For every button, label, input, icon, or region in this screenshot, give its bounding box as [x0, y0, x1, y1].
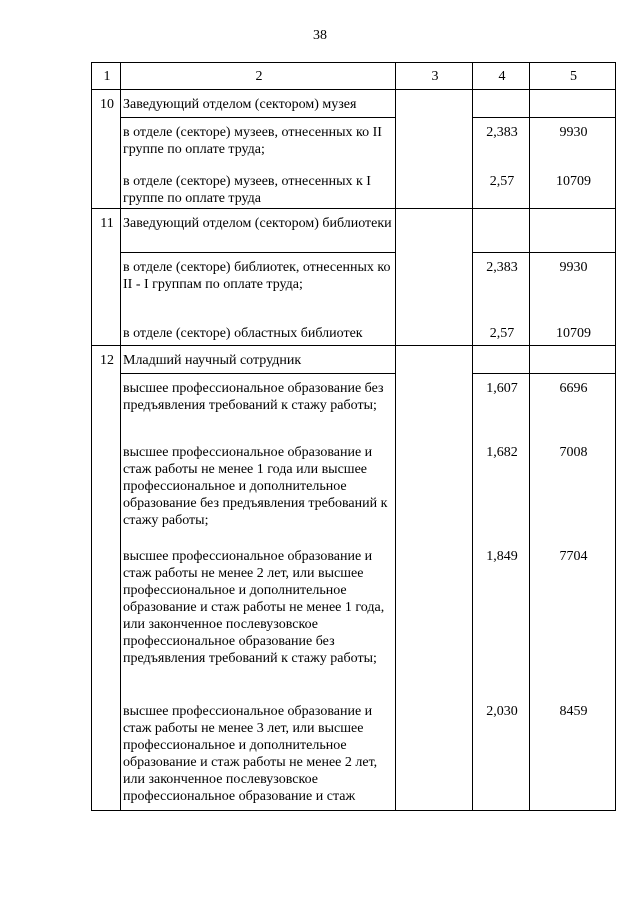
salary-cell: 8459 [530, 703, 616, 811]
salary-cell: 10709 [530, 173, 616, 209]
section-number: 12 [92, 346, 121, 811]
section-title: Заведующий отделом (сектором) музея [121, 90, 396, 118]
section-number: 10 [92, 90, 121, 209]
salary-cell: 9930 [530, 118, 616, 173]
table-header-row [92, 63, 616, 90]
salary-cell: 10709 [530, 325, 616, 346]
table-row [92, 253, 616, 325]
coef-cell: 1,849 [473, 548, 530, 703]
salary-cell: 9930 [530, 253, 616, 325]
coef-cell: 1,682 [473, 444, 530, 548]
position-text: в отделе (секторе) музеев, отнесенных ко II группе по оплате труда; [121, 118, 396, 173]
coef-cell: 2,57 [473, 325, 530, 346]
header-cell-4: 4 [473, 63, 530, 90]
section-title: Заведующий отделом (сектором) библиотеки [121, 209, 396, 253]
section-row [92, 90, 616, 118]
position-text: высшее профессиональное образование и стаж работы не менее 3 лет, или высшее профессиональное и дополнительное образование и стаж работы не менее 2 лет, или законченное послевузовское профессиональное образование и стаж [121, 703, 396, 811]
salary-cell: 7008 [530, 444, 616, 548]
section-row [92, 209, 616, 253]
position-text: в отделе (секторе) областных библиотек [121, 325, 396, 346]
table-row [92, 118, 616, 173]
coef-cell: 2,383 [473, 253, 530, 325]
salary-cell: 7704 [530, 548, 616, 703]
salary-table [91, 62, 616, 811]
header-cell-5: 5 [530, 63, 616, 90]
coef-cell: 2,030 [473, 703, 530, 811]
coef-cell: 2,57 [473, 173, 530, 209]
table-row [92, 325, 616, 346]
header-cell-2: 2 [121, 63, 396, 90]
section-title: Младший научный сотрудник [121, 346, 396, 374]
position-text: высшее профессиональное образование и стаж работы не менее 1 года или высшее профессиональное и дополнительное образование без предъявления требований к стажу работы; [121, 444, 396, 548]
position-text: в отделе (секторе) музеев, отнесенных к I группе по оплате труда [121, 173, 396, 209]
position-text: высшее профессиональное образование без предъявления требований к стажу работы; [121, 374, 396, 444]
table-row [92, 374, 616, 444]
table-row [92, 703, 616, 811]
section-number: 11 [92, 209, 121, 346]
coef-cell: 2,383 [473, 118, 530, 173]
table-row [92, 548, 616, 703]
header-cell-1: 1 [92, 63, 121, 90]
page-number: 38 [313, 28, 327, 43]
table-row [92, 173, 616, 209]
coef-cell: 1,607 [473, 374, 530, 444]
header-cell-3: 3 [396, 63, 473, 90]
position-text: в отделе (секторе) библиотек, отнесенных ко II - I группам по оплате труда; [121, 253, 396, 325]
position-text: высшее профессиональное образование и стаж работы не менее 2 лет, или высшее профессиональное и дополнительное образование и стаж работы не менее 1 года, или законченное послевузовское профессиональное образование без предъявления требований к стажу работы; [121, 548, 396, 703]
section-row [92, 346, 616, 374]
salary-cell: 6696 [530, 374, 616, 444]
table-row [92, 444, 616, 548]
